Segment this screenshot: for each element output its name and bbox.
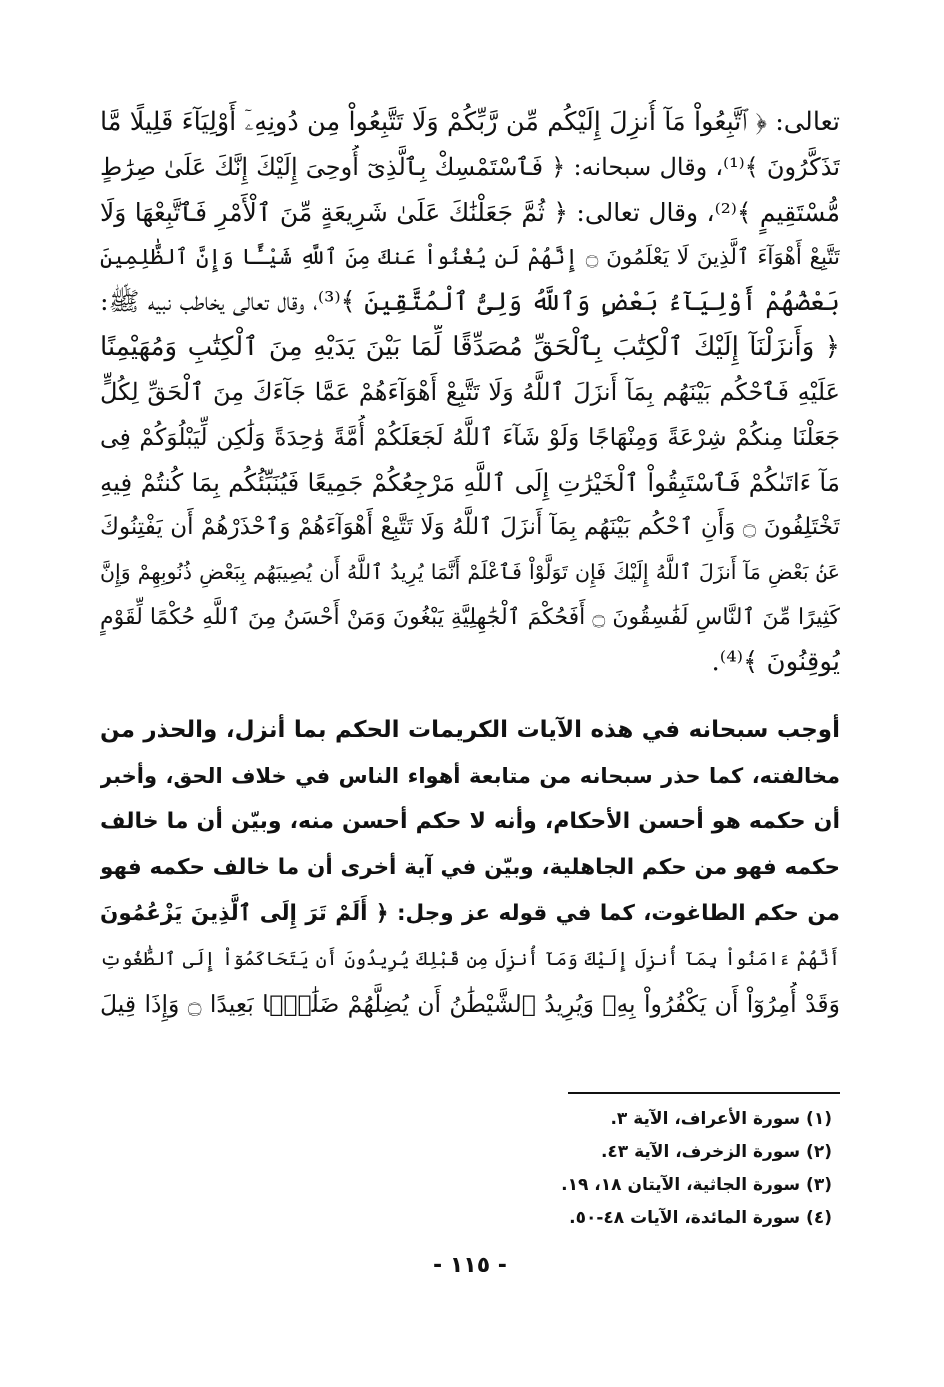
quote-line: تَخْتَلِفُونَ ۝ وَأَنِ ٱحْكُم بَيْنَهُم بِمَآ أَنزَلَ ٱللَّهُ وَلَا تَتَّبِعْ أَهْوَآءَهُمْ وَٱحْذَرْهُمْ أَن يَفْتِنُوكَ	[100, 514, 840, 540]
quote-line: بَعْضُهُمْ أَوْلِيَآءُ بَعْضٍ وَٱللَّهُ وَلِىُّ ٱلْمُتَّقِينَ ﴾⁽³⁾، وقال تعالى يخاطب نبيه ﷺ:	[100, 287, 840, 317]
quote-line: عَنۢ بَعْضِ مَآ أَنزَلَ ٱللَّهُ إِلَيْكَ فَإِن تَوَلَّوْاْ فَٱعْلَمْ أَنَّمَا يُرِيدُ ٱللَّهُ أَن يُصِيبَهُم بِبَعْضِ ذُنُوبِهِمْ وَإِنَّ	[100, 560, 840, 584]
commentary-line: من حكم الطاغوت، كما في قوله عز وجل: ﴿ أَلَمْ تَرَ إِلَى ٱلَّذِينَ يَزْعُمُونَ	[100, 901, 840, 926]
footnote-1: (١) سورة الأعراف، الآية ٣.	[610, 1109, 832, 1129]
footnote-3: (٣) سورة الجاثية، الآيتان ١٨، ١٩.	[561, 1175, 832, 1195]
quote-line: عَلَيْهِ فَٱحْكُم بَيْنَهُم بِمَآ أَنزَلَ ٱللَّهُ وَلَا تَتَّبِعْ أَهْوَآءَهُمْ عَمَّا جَآءَكَ مِنَ ٱلْحَقِّ لِكُلٍّ	[100, 378, 840, 406]
footnotes	[412, 1103, 832, 1235]
page-number: - ١١٥ -	[433, 1253, 507, 1278]
quote-block	[100, 100, 840, 685]
commentary-line: وَقَدْ أُمِرُوٓاْ أَن يَكْفُرُواْ بِهِۦ وَيُرِيدُ ٱلشَّيْطَٰنُ أَن يُضِلَّهُمْ ضَلَٰلًۢا بَعِيدًا ۝ وَإِذَا قِيلَ	[100, 990, 840, 1018]
quote-line: مَآ ءَاتَىٰكُمْ فَٱسْتَبِقُواْ ٱلْخَيْرَٰتِ إِلَى ٱللَّهِ مَرْجِعُكُمْ جَمِيعًا فَيُنَبِّئُكُم بِمَا كُنتُمْ فِيهِ	[100, 468, 840, 497]
footnote-4: (٤) سورة المائدة، الآيات ٤٨-٥٠.	[569, 1208, 832, 1228]
commentary-line: مخالفته، كما حذر سبحانه من متابعة أهواء الناس في خلاف الحق، وأخبر	[100, 764, 840, 788]
quote-line: ﴿ وَأَنزَلْنَآ إِلَيْكَ ٱلْكِتَٰبَ بِٱلْحَقِّ مُصَدِّقًا لِّمَا بَيْنَ يَدَيْهِ مِنَ ٱلْكِتَٰبِ وَمُهَيْمِنًا	[100, 332, 840, 362]
quote-line: جَعَلْنَا مِنكُمْ شِرْعَةً وَمِنْهَاجًا وَلَوْ شَآءَ ٱللَّهُ لَجَعَلَكُمْ أُمَّةً وَٰحِدَةً وَلَٰكِن لِّيَبْلُوَكُمْ فِى	[100, 423, 840, 451]
quote-line: تَذَكَّرُونَ ﴾⁽¹⁾، وقال سبحانه: ﴿ فَٱسْتَمْسِكْ بِٱلَّذِىٓ أُوحِىَ إِلَيْكَ إِنَّكَ عَلَىٰ صِرَٰطٍ	[100, 153, 840, 181]
quote-line: مُّسْتَقِيمٍ ﴾⁽²⁾، وقال تعالى: ﴿ ثُمَّ جَعَلْنَٰكَ عَلَىٰ شَرِيعَةٍ مِّنَ ٱلْأَمْرِ فَٱتَّبِعْهَا وَلَا	[100, 198, 840, 227]
commentary-line: أَنَّهُمْ ءَامَنُواْ بِمَآ أُنزِلَ إِلَيْكَ وَمَآ أُنزِلَ مِن قَبْلِكَ يُرِيدُونَ أَن يَتَحَاكَمُوٓاْ إِلَى ٱلطَّٰغُوتِ	[100, 949, 840, 970]
footnote-2: (٢) سورة الزخرف، الآية ٤٣.	[600, 1142, 832, 1162]
quote-line: كَثِيرًا مِّنَ ٱلنَّاسِ لَفَٰسِقُونَ ۝ أَفَحُكْمَ ٱلْجَٰهِلِيَّةِ يَبْغُونَ وَمَنْ أَحْسَنُ مِنَ ٱللَّهِ حُكْمًا لِّقَوْمٍ	[100, 605, 840, 630]
quote-line: تَتَّبِعْ أَهْوَآءَ ٱلَّذِينَ لَا يَعْلَمُونَ ۝ إِنَّهُمْ لَن يُغْنُواْ عَنكَ مِنَ ٱللَّهِ شَيْـًٔا وَإِنَّ ٱلظَّٰلِمِينَ	[100, 245, 840, 270]
quote-line: تعالى: ﴿ ٱتَّبِعُواْ مَآ أُنزِلَ إِلَيْكُم مِّن رَّبِّكُمْ وَلَا تَتَّبِعُواْ مِن دُونِهِۦٓ أَوْلِيَآءَ قَلِيلًا مَّا	[100, 107, 840, 137]
book-page	[100, 100, 840, 1360]
paragraph-gap	[100, 685, 840, 707]
footnote-separator	[568, 1092, 840, 1094]
commentary-line: أن حكمه هو أحسن الأحكام، وأنه لا حكم أحسن منه، وبيّن أن ما خالف	[100, 809, 840, 834]
commentary-paragraph	[100, 707, 840, 1027]
commentary-line: حكمه فهو من حكم الجاهلية، وبيّن في آية أخرى أن ما خالف حكمه فهو	[100, 855, 840, 880]
quote-line: يُوقِنُونَ ﴾⁽⁴⁾.	[711, 647, 840, 677]
commentary-line: أوجب سبحانه في هذه الآيات الكريمات الحكم بما أنزل، والحذر من	[100, 717, 840, 743]
